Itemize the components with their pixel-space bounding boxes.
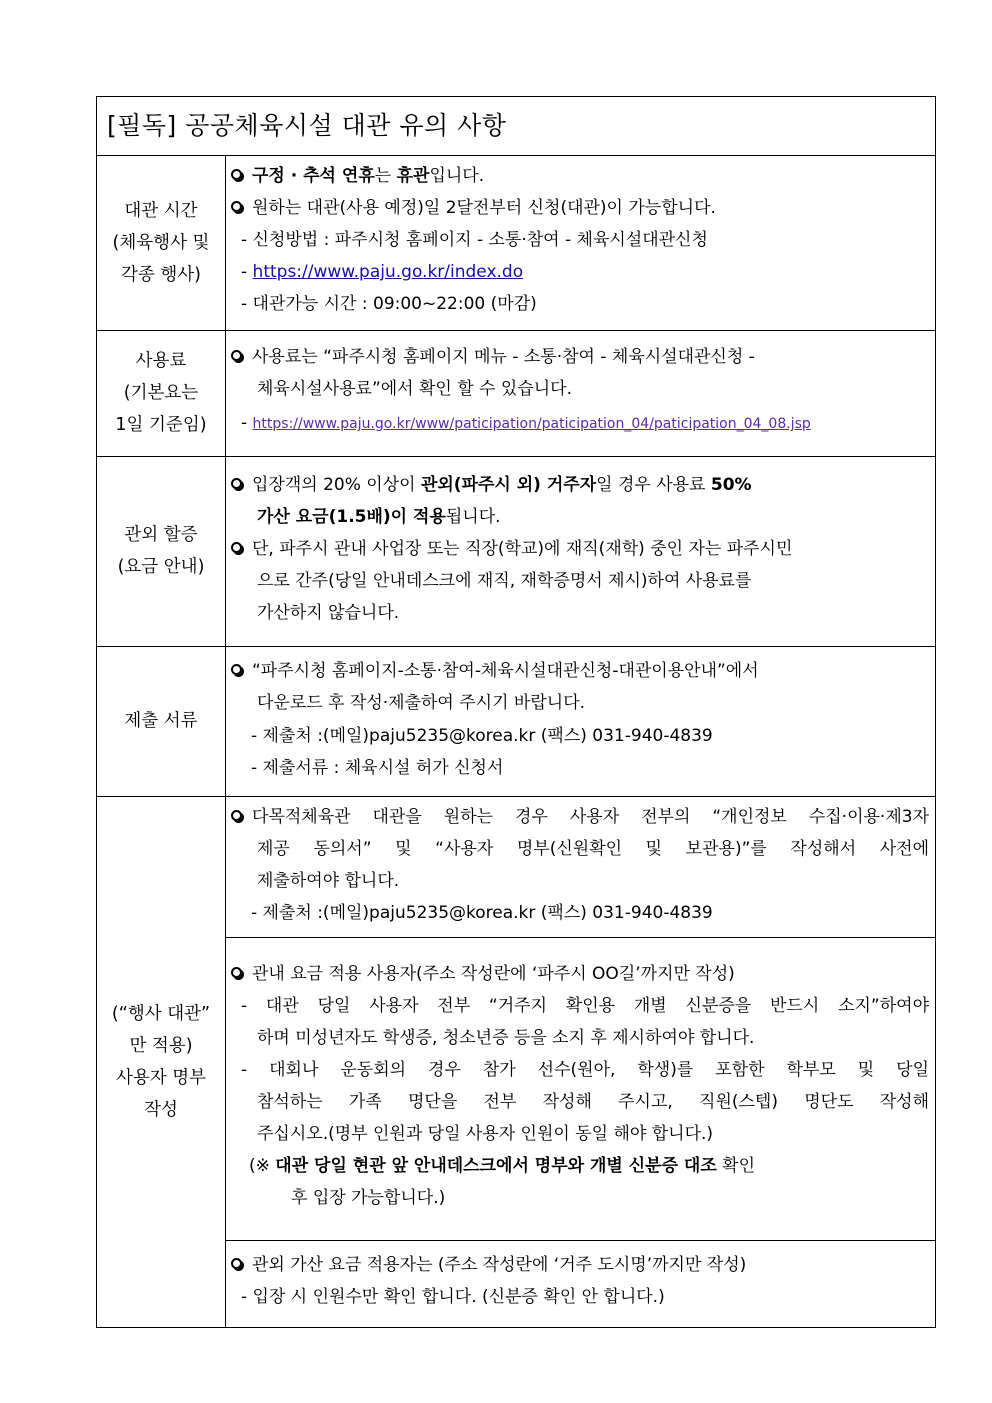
list-subitem: - 신청방법 : 파주시청 홈페이지 - 소통·참여 - 체육시설대관신청 <box>241 230 708 250</box>
label-line: 각종 행사) <box>120 264 201 285</box>
list-subitem: - 제출처 :(메일)paju5235@korea.kr (팩스) 031-940-4839 <box>251 903 713 923</box>
list-subitem-continuation: 하며 미성년자도 학생증, 청소년증 등을 소지 후 제시하여야 합니다. <box>257 1028 755 1048</box>
label-line: 사용자 명부 <box>115 1067 207 1088</box>
label-line: 1일 기준임) <box>115 415 207 435</box>
notice-table <box>96 96 936 1328</box>
list-item: 다목적체육관 대관을 원하는 경우 사용자 전부의 “개인정보 수집·이용·제3자 <box>231 802 929 832</box>
label-line: (기본요는 <box>123 383 199 403</box>
page-title: [필독] 공공체육시설 대관 유의 사항 <box>107 111 507 140</box>
circle-bullet-icon <box>231 967 242 978</box>
list-item: 관외 가산 요금 적용자는 (주소 작성란에 ‘거주 도시명’까지만 작성) <box>231 1250 746 1280</box>
section-label-documents <box>97 646 225 796</box>
roster-outside-content <box>231 1240 931 1327</box>
rental-time-content <box>231 155 931 330</box>
section-label-rental-time <box>97 155 225 330</box>
homepage-link[interactable]: https://www.paju.go.kr/index.do <box>252 262 524 282</box>
circle-bullet-icon <box>231 810 242 821</box>
label-line: 관외 할증 <box>124 525 198 545</box>
list-subitem: - 입장 시 인원수만 확인 합니다. (신분증 확인 안 합니다.) <box>241 1287 665 1307</box>
fee-content <box>231 330 931 456</box>
list-subitem-continuation: 주십시오.(명부 인원과 당일 사용자 인원이 동일 해야 합니다.) <box>257 1124 714 1144</box>
list-item-continuation: 제출하여야 합니다. <box>257 871 400 891</box>
note-line-continuation: 후 입장 가능합니다.) <box>291 1188 446 1208</box>
list-item: 단, 파주시 관내 사업장 또는 직장(학교)에 재직(재학) 중인 자는 파주시민 <box>231 534 792 564</box>
circle-bullet-icon <box>231 1258 242 1269</box>
list-item-continuation: 제공 동의서” 및 “사용자 명부(신원확인 및 보관용)”를 작성해서 사전에 <box>257 839 929 859</box>
roster-local-content <box>231 937 931 1240</box>
section-label-roster <box>97 796 225 1327</box>
list-subitem: - 제출처 :(메일)paju5235@korea.kr (팩스) 031-940-4839 <box>251 726 713 746</box>
label-line: 작성 <box>144 1099 178 1120</box>
list-item-continuation: 가산하지 않습니다. <box>257 603 400 623</box>
label-line: 제출 서류 <box>124 711 198 731</box>
circle-bullet-icon <box>231 201 242 212</box>
list-subitem: - 대회나 운동회의 경우 참가 선수(원아, 학생)를 포함한 학부모 및 당일 <box>241 1060 929 1080</box>
list-subitem: - https://www.paju.go.kr/www/paticipation/paticipation_04/paticipation_04_08.jsp <box>241 413 811 433</box>
list-subitem: - 제출서류 : 체육시설 허가 신청서 <box>251 758 504 778</box>
list-subitem: - https://www.paju.go.kr/index.do <box>241 262 524 282</box>
surcharge-content <box>231 456 931 646</box>
label-line: (“행사 대관” <box>111 1003 211 1024</box>
label-line: 대관 시간 <box>124 200 198 221</box>
list-subitem-continuation: 참석하는 가족 명단을 전부 작성해 주시고, 직원(스텝) 명단도 작성해 <box>257 1092 929 1112</box>
list-subitem: - 대관가능 시간 : 09:00~22:00 (마감) <box>241 294 537 314</box>
list-item: 관내 요금 적용 사용자(주소 작성란에 ‘파주시 OO길’까지만 작성) <box>231 959 735 989</box>
list-item: “파주시청 홈페이지-소통·참여-체육시설대관신청-대관이용안내”에서 <box>231 656 759 686</box>
list-item: 구정 · 추석 연휴는 휴관입니다. <box>231 161 484 191</box>
roster-consent-content <box>231 796 931 937</box>
list-item-continuation: 으로 간주(당일 안내데스크에 재직, 재학증명서 제시)하여 사용료를 <box>257 571 752 591</box>
circle-bullet-icon <box>231 478 242 489</box>
label-line: (체육행사 및 <box>112 232 210 253</box>
list-subitem: - 대관 당일 사용자 전부 “거주지 확인용 개별 신분증을 반드시 소지”하여야 <box>241 996 929 1016</box>
section-label-fee <box>97 330 225 456</box>
label-line: 만 적용) <box>129 1035 193 1056</box>
circle-bullet-icon <box>231 350 242 361</box>
circle-bullet-icon <box>231 169 242 180</box>
list-item-continuation: 다운로드 후 작성·제출하여 주시기 바랍니다. <box>257 693 586 713</box>
list-item: 원하는 대관(사용 예정)일 2달전부터 신청(대관)이 가능합니다. <box>231 193 716 223</box>
list-item-continuation: 가산 요금(1.5배)이 적용됩니다. <box>257 507 501 527</box>
circle-bullet-icon <box>231 542 242 553</box>
list-item-continuation: 체육시설사용료”에서 확인 할 수 있습니다. <box>257 379 572 399</box>
list-item: 입장객의 20% 이상이 관외(파주시 외) 거주자일 경우 사용료 50% <box>231 470 752 500</box>
documents-content <box>231 646 931 796</box>
section-label-surcharge <box>97 456 225 646</box>
note-line: (※ 대관 당일 현관 앞 안내데스크에서 명부와 개별 신분증 대조 확인 <box>249 1156 756 1176</box>
fee-page-link[interactable]: https://www.paju.go.kr/www/paticipation/paticipation_04/paticipation_04_08.jsp <box>252 416 811 432</box>
label-line: (요금 안내) <box>117 557 205 577</box>
list-item: 사용료는 “파주시청 홈페이지 메뉴 - 소통·참여 - 체육시설대관신청 - <box>231 342 755 372</box>
label-line: 사용료 <box>135 351 187 371</box>
circle-bullet-icon <box>231 664 242 675</box>
